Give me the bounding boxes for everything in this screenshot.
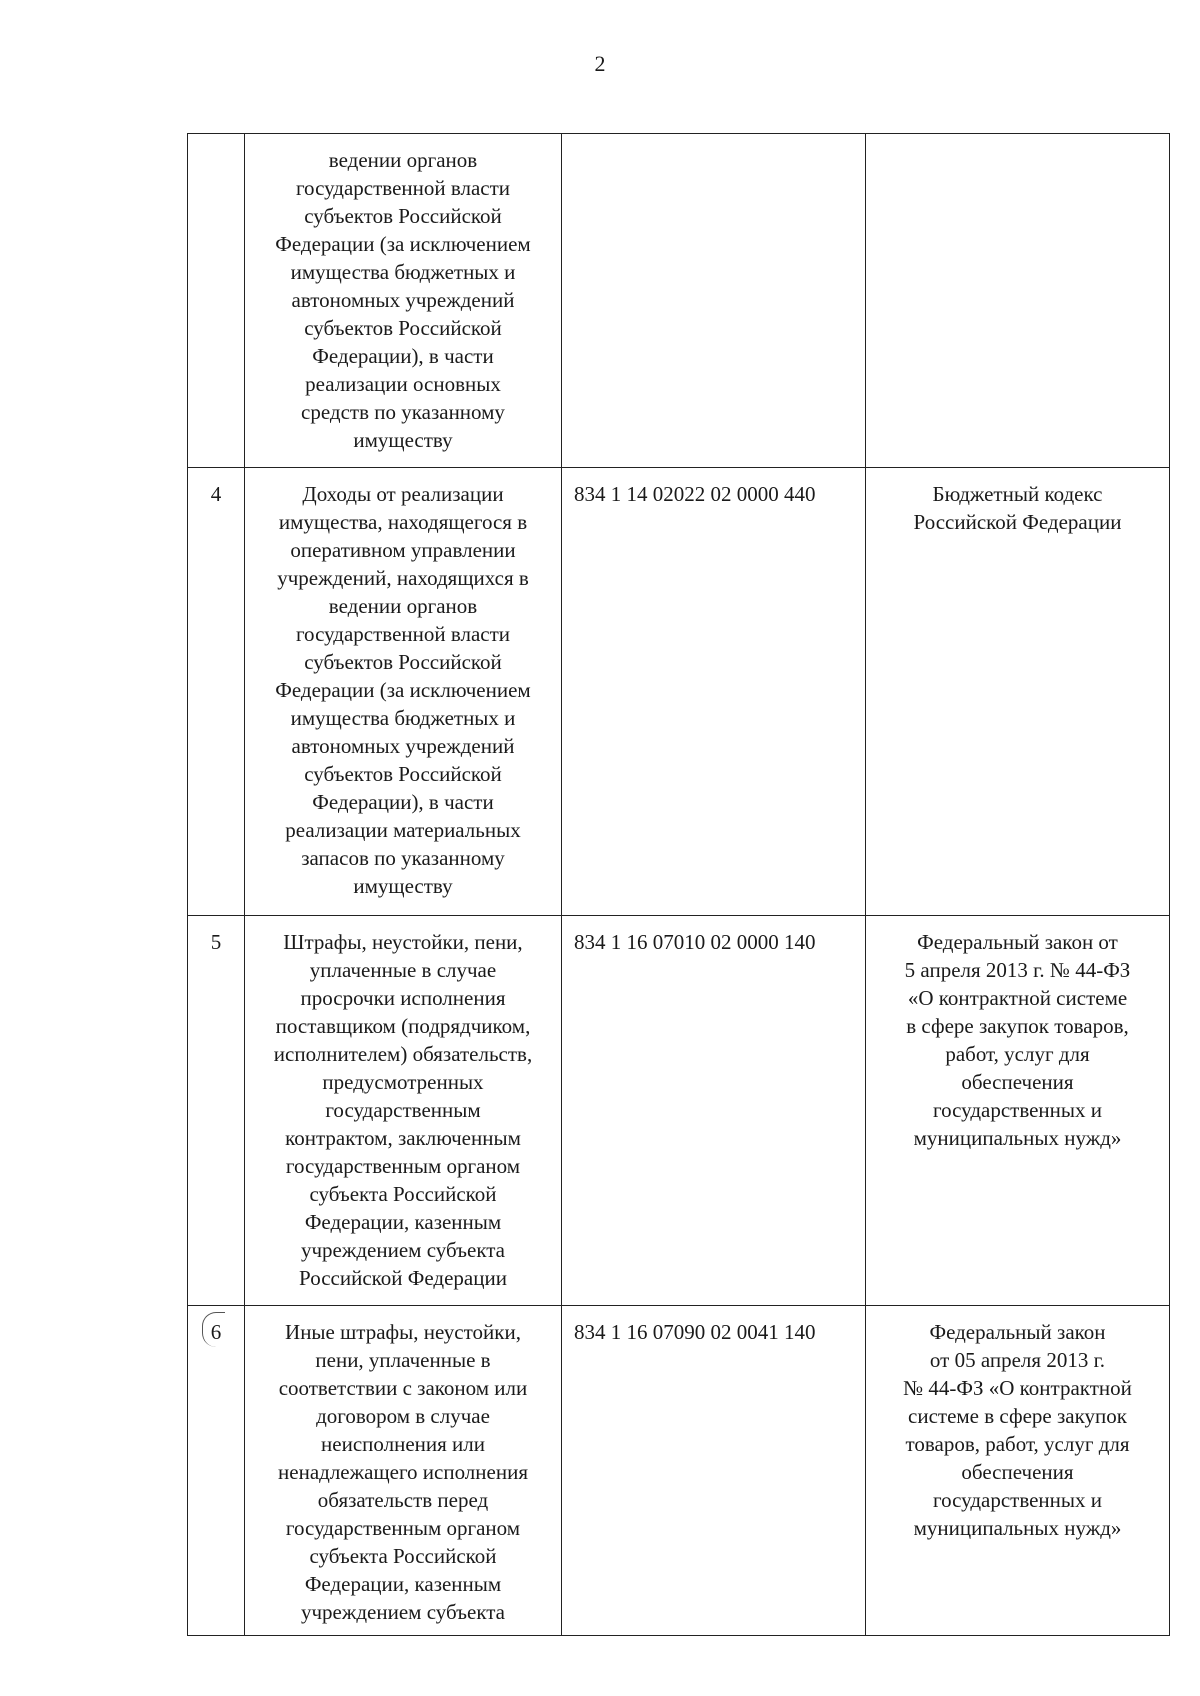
row-number-cell: [188, 916, 245, 1306]
legal-basis-line: обеспечения: [961, 1460, 1074, 1484]
revenue-name-line: Доходы от реализации: [302, 482, 504, 506]
revenue-name-line: Федерации), в части: [312, 790, 494, 814]
revenue-name-line: ведении органов: [328, 148, 478, 172]
revenue-name-line: пени, уплаченные в: [315, 1348, 491, 1372]
legal-basis-line: Федеральный закон от: [917, 930, 1118, 954]
legal-basis-line: в сфере закупок товаров,: [906, 1014, 1129, 1038]
revenue-name-line: учреждением субъекта: [300, 1238, 506, 1262]
budget-code: 834 1 16 07090 02 0041 140: [574, 1320, 816, 1344]
revenue-name-line: поставщиком (подрядчиком,: [275, 1014, 531, 1038]
table-body: [188, 134, 1170, 1636]
budget-code: 834 1 16 07010 02 0000 140: [574, 930, 816, 954]
revenue-name-line: государственным: [325, 1098, 481, 1122]
legal-basis-line: 5 апреля 2013 г. № 44-ФЗ: [904, 958, 1131, 982]
revenue-name-line: предусмотренных: [322, 1070, 484, 1094]
revenue-name-line: субъекта Российской: [309, 1544, 497, 1568]
revenue-name-line: субъектов Российской: [304, 650, 502, 674]
revenue-name-line: учреждением субъекта: [300, 1600, 506, 1624]
revenue-name-line: государственной власти: [295, 176, 511, 200]
revenue-name-line: оперативном управлении: [290, 538, 516, 562]
legal-basis-line: Российской Федерации: [913, 510, 1122, 534]
legal-basis-line: № 44-ФЗ «О контрактной: [903, 1376, 1132, 1400]
revenue-name-line: субъекта Российской: [309, 1182, 497, 1206]
revenue-name-line: Российской Федерации: [299, 1266, 507, 1290]
revenue-name-line: уплаченные в случае: [309, 958, 497, 982]
legal-basis-cell: [866, 1306, 1170, 1636]
revenue-name-line: автономных учреждений: [291, 734, 515, 758]
revenue-name-line: государственной власти: [295, 622, 511, 646]
revenue-name-line: реализации материальных: [285, 818, 521, 842]
row-number-cell: [188, 134, 245, 468]
revenue-name-line: Федерации (за исключением: [275, 678, 531, 702]
revenue-name-cell: [245, 468, 562, 916]
legal-basis-line: Федеральный закон: [929, 1320, 1106, 1344]
legal-basis-cell: [866, 468, 1170, 916]
legal-basis-line: муниципальных нужд»: [913, 1126, 1122, 1150]
revenue-name-line: Штрафы, неустойки, пени,: [283, 930, 523, 954]
revenue-name-line: реализации основных: [305, 372, 501, 396]
row-number-cell: [188, 468, 245, 916]
revenue-name-line: имущества, находящегося в: [278, 510, 528, 534]
table-row: [188, 468, 1170, 916]
table-row: [188, 1306, 1170, 1636]
legal-basis-line: работ, услуг для: [945, 1042, 1090, 1066]
revenue-name-line: субъектов Российской: [304, 316, 502, 340]
revenue-name-line: договором в случае: [316, 1404, 490, 1428]
revenue-name-line: обязательств перед: [317, 1488, 489, 1512]
legal-basis-line: Бюджетный кодекс: [932, 482, 1103, 506]
revenue-name-line: соответствии с законом или: [278, 1376, 528, 1400]
row-number: 6: [210, 1320, 222, 1344]
revenue-name-line: субъектов Российской: [304, 204, 502, 228]
revenue-name-line: имущества бюджетных и: [290, 260, 516, 284]
revenue-name-line: субъектов Российской: [304, 762, 502, 786]
revenue-name-line: автономных учреждений: [291, 288, 515, 312]
legal-basis-line: системе в сфере закупок: [908, 1404, 1127, 1428]
revenue-name-line: государственным органом: [285, 1516, 521, 1540]
budget-code-cell: [562, 134, 866, 468]
row-number: 4: [210, 482, 222, 506]
legal-basis-line: государственных и: [932, 1098, 1103, 1122]
revenue-name-line: Федерации (за исключением: [275, 232, 531, 256]
revenue-name-line: неисполнения или: [321, 1432, 485, 1456]
revenue-name-line: исполнителем) обязательств,: [273, 1042, 533, 1066]
revenue-name-cell: [245, 134, 562, 468]
revenue-name-line: имущества бюджетных и: [290, 706, 516, 730]
revenue-name-line: учреждений, находящихся в: [277, 566, 529, 590]
revenue-name-line: Федерации), в части: [312, 344, 494, 368]
budget-code-cell: [562, 468, 866, 916]
legal-basis-cell: [866, 134, 1170, 468]
revenue-name-cell: [245, 916, 562, 1306]
row-number-cell: [188, 1306, 245, 1636]
revenue-name-line: ненадлежащего исполнения: [278, 1460, 528, 1484]
revenue-name-line: Федерации, казенным: [304, 1210, 502, 1234]
revenue-name-line: контрактом, заключенным: [285, 1126, 521, 1150]
revenue-name-line: запасов по указанному: [301, 846, 505, 870]
revenue-name-line: средств по указанному: [301, 400, 505, 424]
revenue-name-cell: [245, 1306, 562, 1636]
revenue-table: [187, 133, 1170, 1636]
legal-basis-line: государственных и: [932, 1488, 1103, 1512]
revenue-name-line: просрочки исполнения: [300, 986, 506, 1010]
legal-basis-line: муниципальных нужд»: [913, 1516, 1122, 1540]
budget-code-cell: [562, 916, 866, 1306]
revenue-name-line: Иные штрафы, неустойки,: [285, 1320, 521, 1344]
legal-basis-cell: [866, 916, 1170, 1306]
legal-basis-line: от 05 апреля 2013 г.: [929, 1348, 1106, 1372]
page-number: 2: [594, 51, 606, 76]
table-row: [188, 134, 1170, 468]
table-row: [188, 916, 1170, 1306]
legal-basis-line: товаров, работ, услуг для: [905, 1432, 1130, 1456]
revenue-name-line: имуществу: [353, 874, 453, 898]
revenue-name-line: государственным органом: [285, 1154, 521, 1178]
revenue-name-line: Федерации, казенным: [304, 1572, 502, 1596]
legal-basis-line: обеспечения: [961, 1070, 1074, 1094]
legal-basis-line: «О контрактной системе: [907, 986, 1128, 1010]
revenue-name-line: ведении органов: [328, 594, 478, 618]
budget-code-cell: [562, 1306, 866, 1636]
budget-code: 834 1 14 02022 02 0000 440: [574, 482, 816, 506]
revenue-name-line: имуществу: [353, 428, 453, 452]
row-number: 5: [210, 930, 222, 954]
